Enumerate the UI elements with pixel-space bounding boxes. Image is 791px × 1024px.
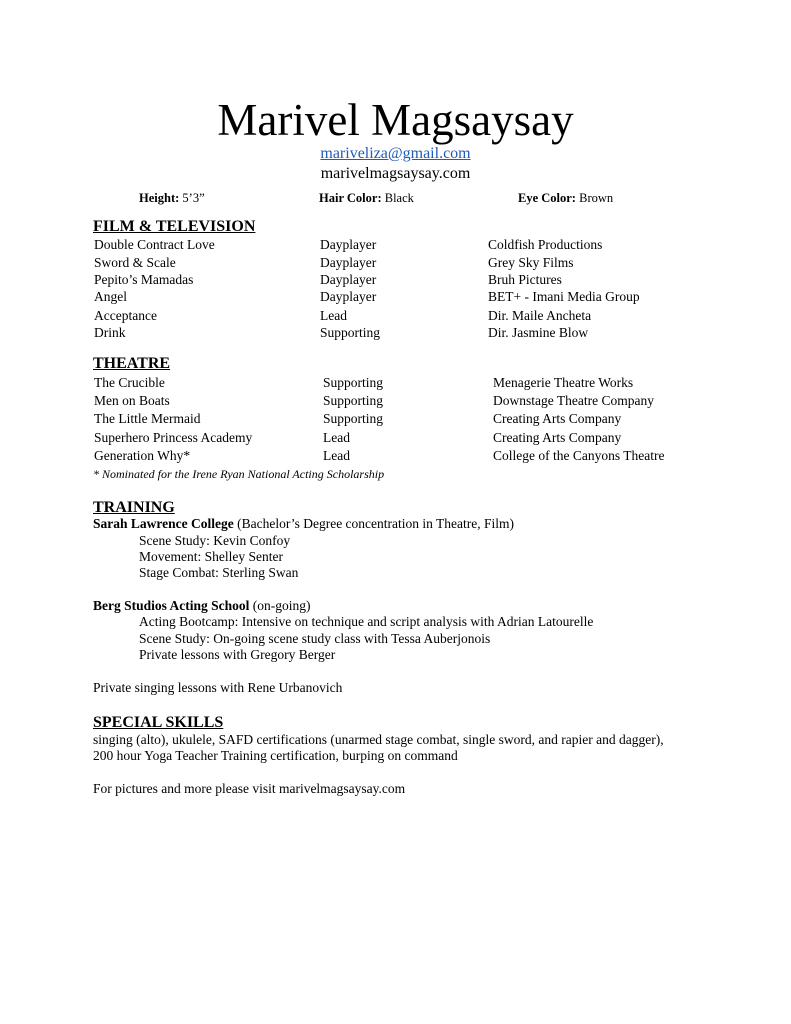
film-company: Dir. Maile Ancheta	[488, 308, 592, 323]
film-company: Dir. Jasmine Blow	[488, 325, 589, 340]
school-line	[93, 598, 311, 614]
theatre-row	[0, 374, 791, 392]
theatre-title: The Crucible	[94, 375, 165, 390]
theatre-role: Supporting	[323, 393, 384, 408]
theatre-role: Lead	[323, 430, 350, 445]
training-heading: TRAINING	[93, 499, 175, 516]
film-tv-heading: FILM & TELEVISION	[93, 218, 256, 235]
film-row	[0, 271, 791, 289]
stat-label: Height:	[139, 191, 180, 205]
film-title: Drink	[94, 325, 126, 340]
film-role: Dayplayer	[320, 289, 377, 304]
school-line	[93, 516, 514, 532]
school-name: Berg Studios Acting School	[93, 598, 250, 613]
stat-value: Black	[384, 191, 414, 205]
theatre-company: Downstage Theatre Company	[493, 393, 654, 408]
theatre-company: College of the Canyons Theatre	[493, 448, 665, 463]
stat-value: 5’3”	[182, 191, 205, 205]
hair-color-stat	[319, 190, 414, 206]
special-skills-heading: SPECIAL SKILLS	[93, 714, 224, 731]
film-row	[0, 236, 791, 254]
theatre-company: Creating Arts Company	[493, 411, 622, 426]
film-role: Dayplayer	[320, 255, 377, 270]
theatre-role: Supporting	[323, 411, 384, 426]
film-company: Coldfish Productions	[488, 237, 603, 252]
film-title: Pepito’s Mamadas	[94, 272, 194, 287]
theatre-title: Men on Boats	[94, 393, 170, 408]
resume-name: Marivel Magsaysay	[217, 95, 574, 145]
height-stat	[139, 190, 205, 206]
film-role: Dayplayer	[320, 237, 377, 252]
skills-line: singing (alto), ukulele, SAFD certifications (unarmed stage combat, single sword, and rapier and dagger),	[93, 732, 664, 747]
theatre-heading: THEATRE	[93, 355, 171, 372]
film-row	[0, 288, 791, 306]
skills-line: 200 hour Yoga Teacher Training certification, burping on command	[93, 748, 458, 763]
email-line	[0, 144, 791, 164]
footer-note: For pictures and more please visit marivelmagsaysay.com	[93, 781, 406, 796]
film-row	[0, 307, 791, 325]
school-name: Sarah Lawrence College	[93, 516, 234, 531]
training-item: Acting Bootcamp: Intensive on technique and script analysis with Adrian Latourelle	[139, 614, 594, 629]
film-row	[0, 254, 791, 272]
film-role: Lead	[320, 308, 347, 323]
theatre-company: Creating Arts Company	[493, 430, 622, 445]
singing-lessons: Private singing lessons with Rene Urbanovich	[93, 680, 343, 695]
theatre-row	[0, 410, 791, 428]
eye-color-stat	[518, 190, 613, 206]
school-detail: (Bachelor’s Degree concentration in Theatre, Film)	[233, 516, 515, 531]
stat-value: Brown	[579, 191, 614, 205]
stat-label: Hair Color:	[319, 191, 382, 205]
training-item: Stage Combat: Sterling Swan	[139, 565, 299, 580]
film-row	[0, 324, 791, 342]
theatre-role: Supporting	[323, 375, 384, 390]
theatre-row	[0, 429, 791, 447]
theatre-title: Generation Why*	[94, 448, 191, 463]
film-title: Sword & Scale	[94, 255, 176, 270]
film-title: Double Contract Love	[94, 237, 215, 252]
film-title: Angel	[94, 289, 127, 304]
theatre-row	[0, 392, 791, 410]
training-item: Movement: Shelley Senter	[139, 549, 283, 564]
theatre-row	[0, 447, 791, 465]
film-role: Supporting	[320, 325, 381, 340]
film-title: Acceptance	[94, 308, 157, 323]
theatre-title: Superhero Princess Academy	[94, 430, 253, 445]
film-company: BET+ - Imani Media Group	[488, 289, 640, 304]
film-role: Dayplayer	[320, 272, 377, 287]
training-item: Private lessons with Gregory Berger	[139, 647, 336, 662]
email-link[interactable]: mariveliza@gmail.com	[320, 145, 471, 162]
theatre-title: The Little Mermaid	[94, 411, 201, 426]
training-item: Scene Study: Kevin Confoy	[139, 533, 291, 548]
nomination-note: * Nominated for the Irene Ryan National Acting Scholarship	[93, 467, 385, 481]
theatre-company: Menagerie Theatre Works	[493, 375, 634, 390]
website-line: marivelmagsaysay.com	[320, 165, 471, 182]
school-detail: (on-going)	[249, 598, 311, 613]
stat-label: Eye Color:	[518, 191, 576, 205]
training-item: Scene Study: On-going scene study class with Tessa Auberjonois	[139, 631, 491, 646]
film-company: Grey Sky Films	[488, 255, 574, 270]
theatre-role: Lead	[323, 448, 350, 463]
film-company: Bruh Pictures	[488, 272, 562, 287]
